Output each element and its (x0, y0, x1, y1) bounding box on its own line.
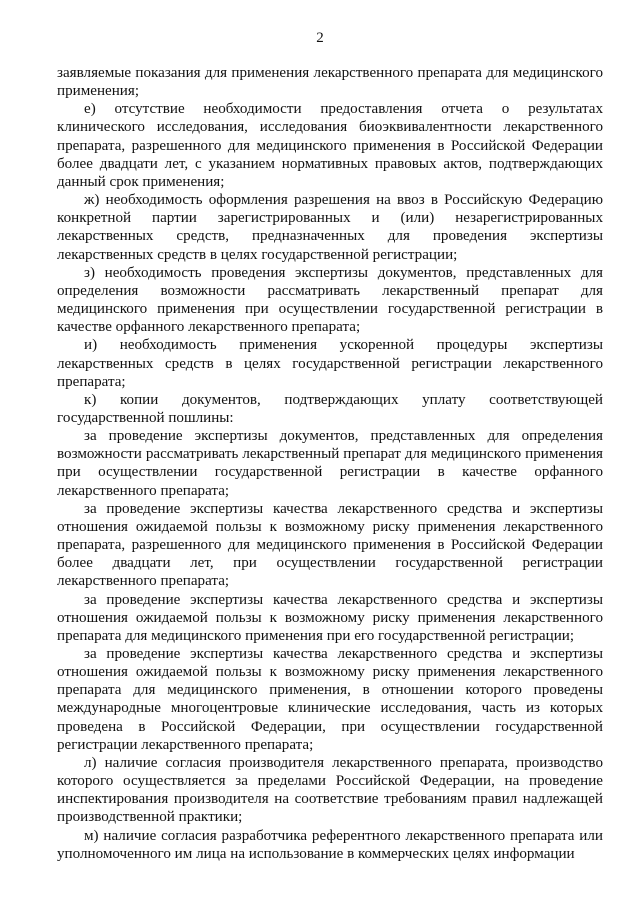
paragraph-subitem-twenty-years-fee: за проведение экспертизы качества лекарственного средства и экспертизы отношения ожидаемой пользы к возможному риску применения лекарственного препарата, разрешенного для медицинского применения в Российской Федерации более двадцати лет, при осуществлении государственной регистрации лекарственного препарата; (57, 500, 603, 590)
paragraph-subitem-orphan-fee: за проведение экспертизы документов, представленных для определения возможности рассматривать лекарственный препарат для медицинского применения при осуществлении государственной регистрации в качестве орфанного лекарственного препарата; (57, 428, 603, 499)
paragraph-item-m: м) наличие согласия разработчика референтного лекарственного препарата или уполномоченного им лица на использование в коммерческих целях информации (57, 827, 603, 862)
paragraph-item-z: з) необходимость проведения экспертизы документов, представленных для определения возможности рассматривать лекарственный препарат для медицинского применения при осуществлении государственной регистрации в качестве орфанного лекарственного препарата; (57, 264, 603, 336)
paragraph-subitem-multicenter-fee: за проведение экспертизы качества лекарственного средства и экспертизы отношения ожидаемой пользы к возможному риску применения лекарственного препарата для медицинского применения, в отношении которого проведены международные многоцентровые клинические исследования, часть из которых проведена в Российской Федерации, при осуществлении государственной регистрации лекарственного препарата; (57, 646, 603, 753)
paragraph-item-k: к) копии документов, подтверждающих уплату соответствующей государственной пошлины: (57, 391, 603, 426)
page-number: 2 (316, 30, 324, 46)
paragraph-item-zh: ж) необходимость оформления разрешения на ввоз в Российскую Федерацию конкретной партии зарегистрированных и (или) незарегистрированных лекарственных средств, предназначенных для проведения экспертизы лекарственных средств в целях государственной регистрации; (57, 192, 603, 263)
paragraph-continuation: заявляемые показания для применения лекарственного препарата для медицинского применения; (57, 65, 603, 100)
document-body (57, 64, 603, 863)
paragraph-subitem-registration-fee: за проведение экспертизы качества лекарственного средства и экспертизы отношения ожидаемой пользы к возможному риску применения лекарственного препарата для медицинского применения при его государственной регистрации; (57, 591, 603, 644)
paragraph-item-i: и) необходимость применения ускоренной процедуры экспертизы лекарственных средств в целях государственной регистрации лекарственного препарата; (57, 337, 603, 390)
paragraph-item-e: е) отсутствие необходимости предоставления отчета о результатах клинического исследования, исследования биоэквивалентности лекарственного препарата, разрешенного для медицинского применения в Российской Федерации более двадцати лет, с указанием нормативных правовых актов, подтверждающих данный срок применения; (57, 101, 603, 190)
paragraph-item-l: л) наличие согласия производителя лекарственного препарата, производство которого осуществляется за пределами Российской Федерации, на проведение инспектирования производителя на соответствие требованиям правил надлежащей производственной практики; (57, 754, 603, 826)
